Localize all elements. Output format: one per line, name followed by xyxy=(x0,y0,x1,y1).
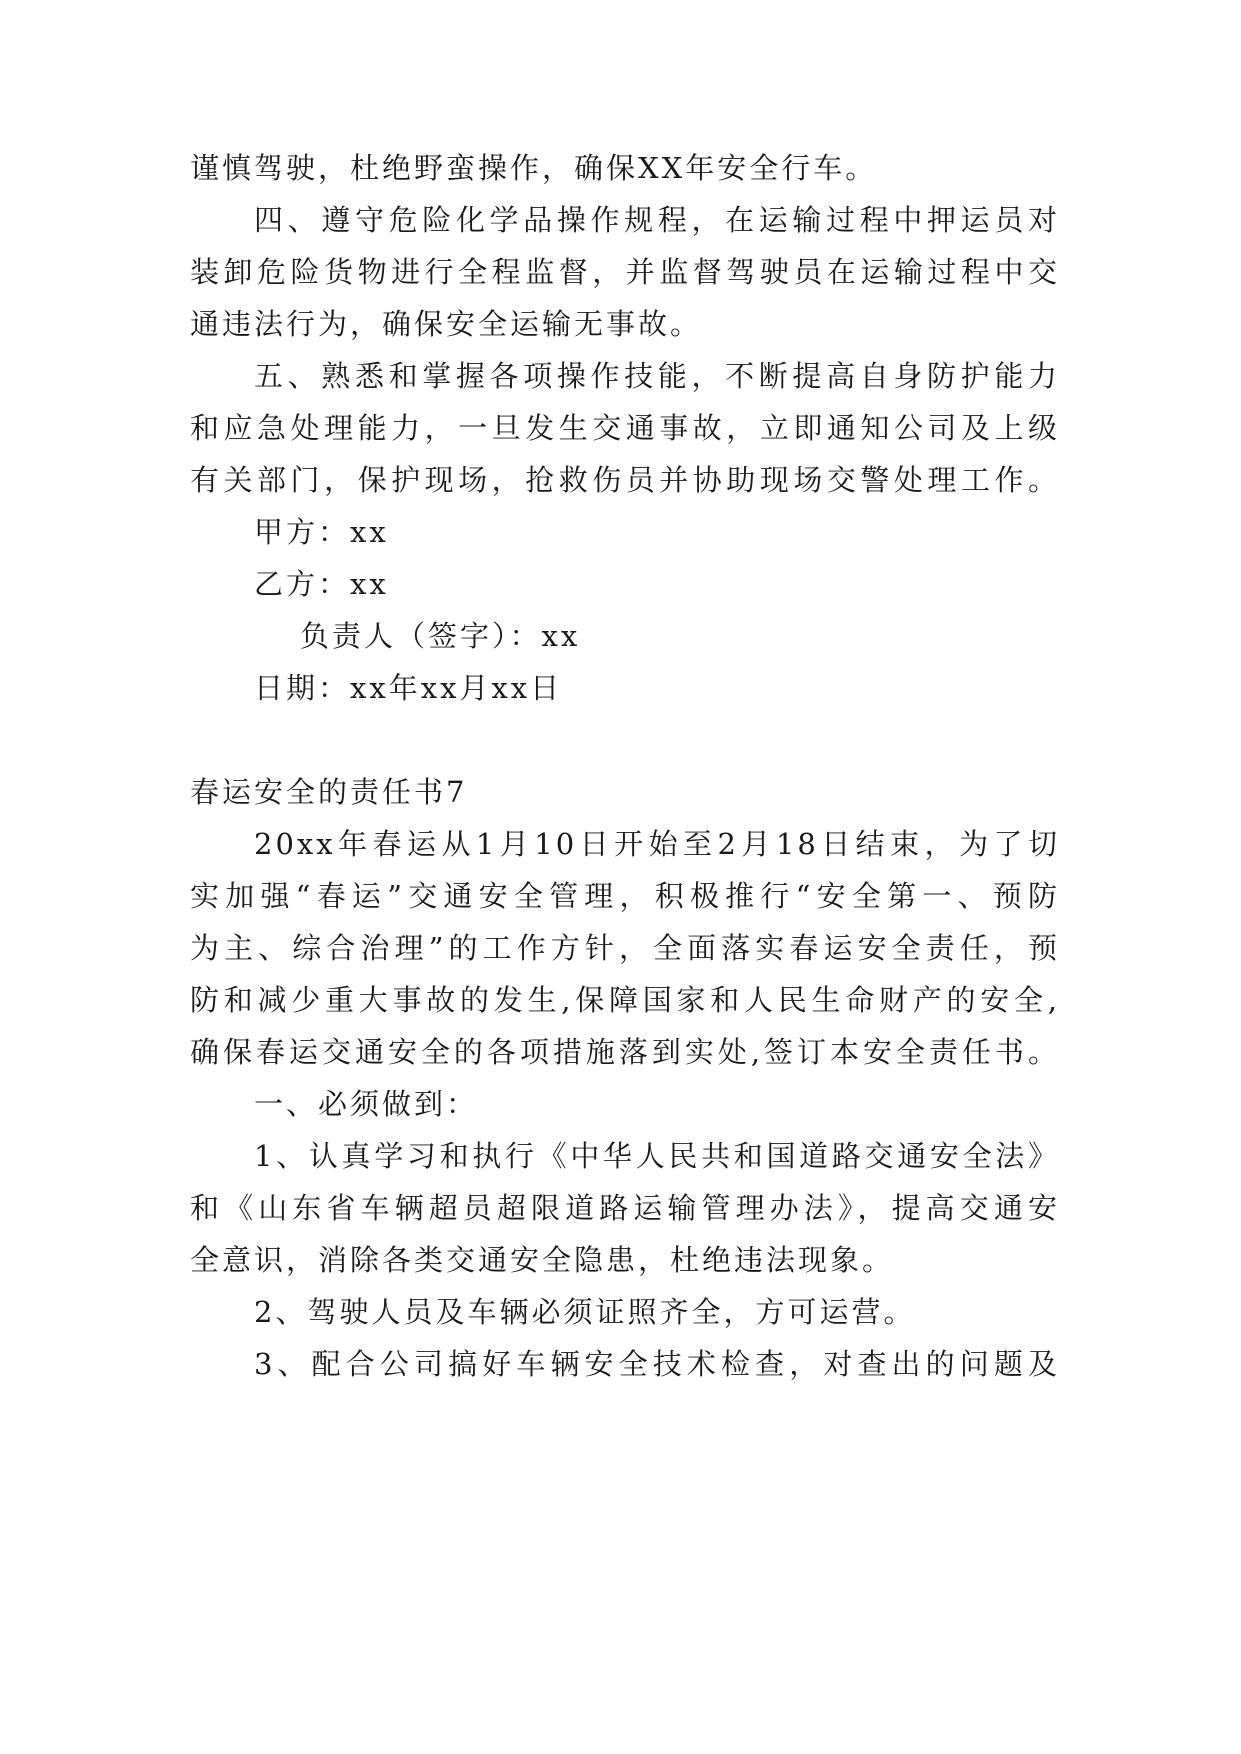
item-2: 2、驾驶人员及车辆必须证照齐全，方可运营。 xyxy=(254,1295,916,1329)
text-line: 确保春运交通安全的各项措施落到实处,签订本安全责任书。 xyxy=(190,1035,1060,1069)
text-line: 和《山东省车辆超员超限道路运输管理办法》，提高交通安 xyxy=(190,1191,1060,1225)
paragraph-5-start: 五、熟悉和掌握各项操作技能，不断提高自身防护能力 xyxy=(254,359,1060,393)
item-3-start: 3、配合公司搞好车辆安全技术检查，对查出的问题及 xyxy=(254,1347,1060,1381)
paragraph-4-start: 四、遵守危险化学品操作规程，在运输过程中押运员对 xyxy=(254,203,1060,237)
text-line: 和应急处理能力，一旦发生交通事故，立即通知公司及上级 xyxy=(190,411,1060,445)
party-a-line: 甲方：xx xyxy=(254,515,389,549)
text-line: 防和减少重大事故的发生,保障国家和人民生命财产的安全, xyxy=(190,983,1060,1017)
intro-paragraph-start: 20xx年春运从1月10日开始至2月18日结束，为了切 xyxy=(254,827,1060,861)
signatory-line: 负责人（签字）：xx xyxy=(300,619,581,653)
date-line: 日期：xx年xx月xx日 xyxy=(254,671,563,705)
text-line: 有关部门，保护现场，抢救伤员并协助现场交警处理工作。 xyxy=(190,463,1060,497)
section-title: 春运安全的责任书7 xyxy=(190,775,468,809)
text-line: 谨慎驾驶，杜绝野蛮操作，确保XX年安全行车。 xyxy=(190,151,878,185)
text-line: 装卸危险货物进行全程监督，并监督驾驶员在运输过程中交 xyxy=(190,255,1060,289)
text-line: 为主、综合治理”的工作方针，全面落实春运安全责任，预 xyxy=(190,931,1060,965)
text-line: 通违法行为，确保安全运输无事故。 xyxy=(190,307,703,341)
text-line: 全意识，消除各类交通安全隐患，杜绝违法现象。 xyxy=(190,1243,895,1277)
text-line: 实加强“春运”交通安全管理，积极推行“安全第一、预防 xyxy=(190,879,1060,913)
subsection-heading: 一、必须做到： xyxy=(254,1087,479,1121)
item-1-start: 1、认真学习和执行《中华人民共和国道路交通安全法》 xyxy=(254,1139,1060,1173)
party-b-line: 乙方：xx xyxy=(254,567,389,601)
